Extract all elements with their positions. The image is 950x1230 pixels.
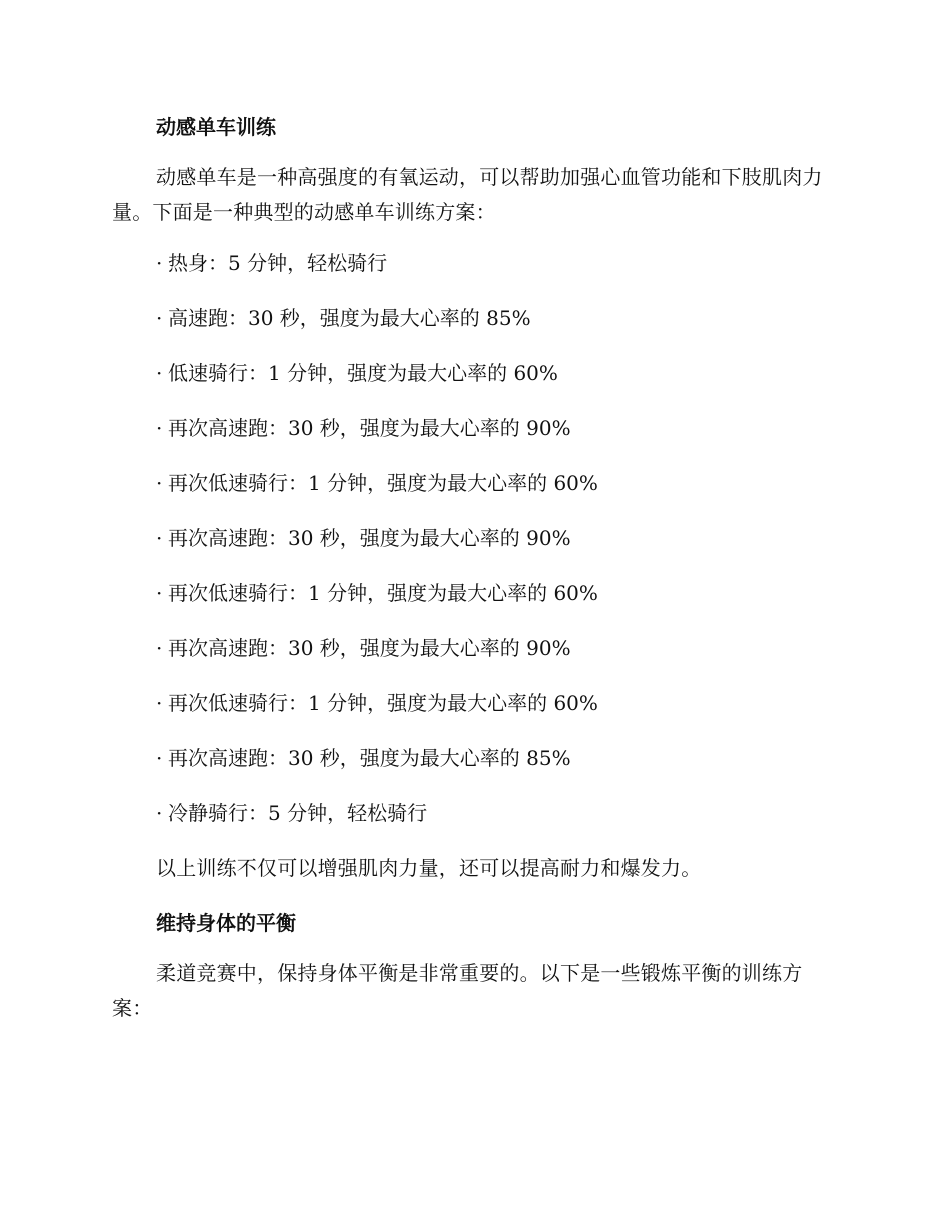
bullet-marker: · — [156, 636, 163, 660]
list-item-text: 高速跑：30 秒，强度为最大心率的 85% — [168, 306, 531, 330]
list-item — [156, 631, 832, 666]
bullet-marker: · — [156, 581, 163, 605]
bullet-marker: · — [156, 746, 163, 770]
document-page — [112, 110, 832, 1042]
bullet-marker: · — [156, 691, 163, 715]
section-heading-balance: 维持身体的平衡 — [156, 911, 296, 935]
bullet-marker: · — [156, 416, 163, 440]
list-item-text: 冷静骑行：5 分钟，轻松骑行 — [168, 801, 428, 825]
list-item — [156, 301, 832, 336]
intro-paragraph-balance: 柔道竞赛中，保持身体平衡是非常重要的。以下是一些锻炼平衡的训练方案： — [112, 961, 803, 1020]
section-heading-spin-bike: 动感单车训练 — [156, 115, 276, 139]
list-item-text: 再次高速跑：30 秒，强度为最大心率的 90% — [168, 526, 571, 550]
list-item — [156, 576, 832, 611]
list-item-text: 再次高速跑：30 秒，强度为最大心率的 90% — [168, 416, 571, 440]
list-item-text: 再次高速跑：30 秒，强度为最大心率的 85% — [168, 746, 571, 770]
intro-paragraph-spin-bike: 动感单车是一种高强度的有氧运动，可以帮助加强心血管功能和下肢肌肉力量。下面是一种典型的动感单车训练方案： — [112, 165, 823, 224]
list-item — [156, 521, 832, 556]
list-item — [156, 356, 832, 391]
list-item — [156, 246, 832, 281]
bullet-marker: · — [156, 306, 163, 330]
list-item-text: 再次低速骑行：1 分钟，强度为最大心率的 60% — [168, 471, 598, 495]
list-item-text: 低速骑行：1 分钟，强度为最大心率的 60% — [168, 361, 558, 385]
training-plan-list — [112, 246, 832, 831]
bullet-marker: · — [156, 526, 163, 550]
list-item-text: 再次低速骑行：1 分钟，强度为最大心率的 60% — [168, 691, 598, 715]
list-item-text: 再次高速跑：30 秒，强度为最大心率的 90% — [168, 636, 571, 660]
list-item — [156, 466, 832, 501]
list-item — [156, 686, 832, 721]
list-item-text: 再次低速骑行：1 分钟，强度为最大心率的 60% — [168, 581, 598, 605]
bullet-marker: · — [156, 471, 163, 495]
bullet-marker: · — [156, 361, 163, 385]
list-item — [156, 796, 832, 831]
list-item — [156, 411, 832, 446]
list-item — [156, 741, 832, 776]
list-item-text: 热身：5 分钟，轻松骑行 — [168, 251, 388, 275]
bullet-marker: · — [156, 251, 163, 275]
conclusion-paragraph: 以上训练不仅可以增强肌肉力量，还可以提高耐力和爆发力。 — [156, 856, 702, 880]
bullet-marker: · — [156, 801, 163, 825]
